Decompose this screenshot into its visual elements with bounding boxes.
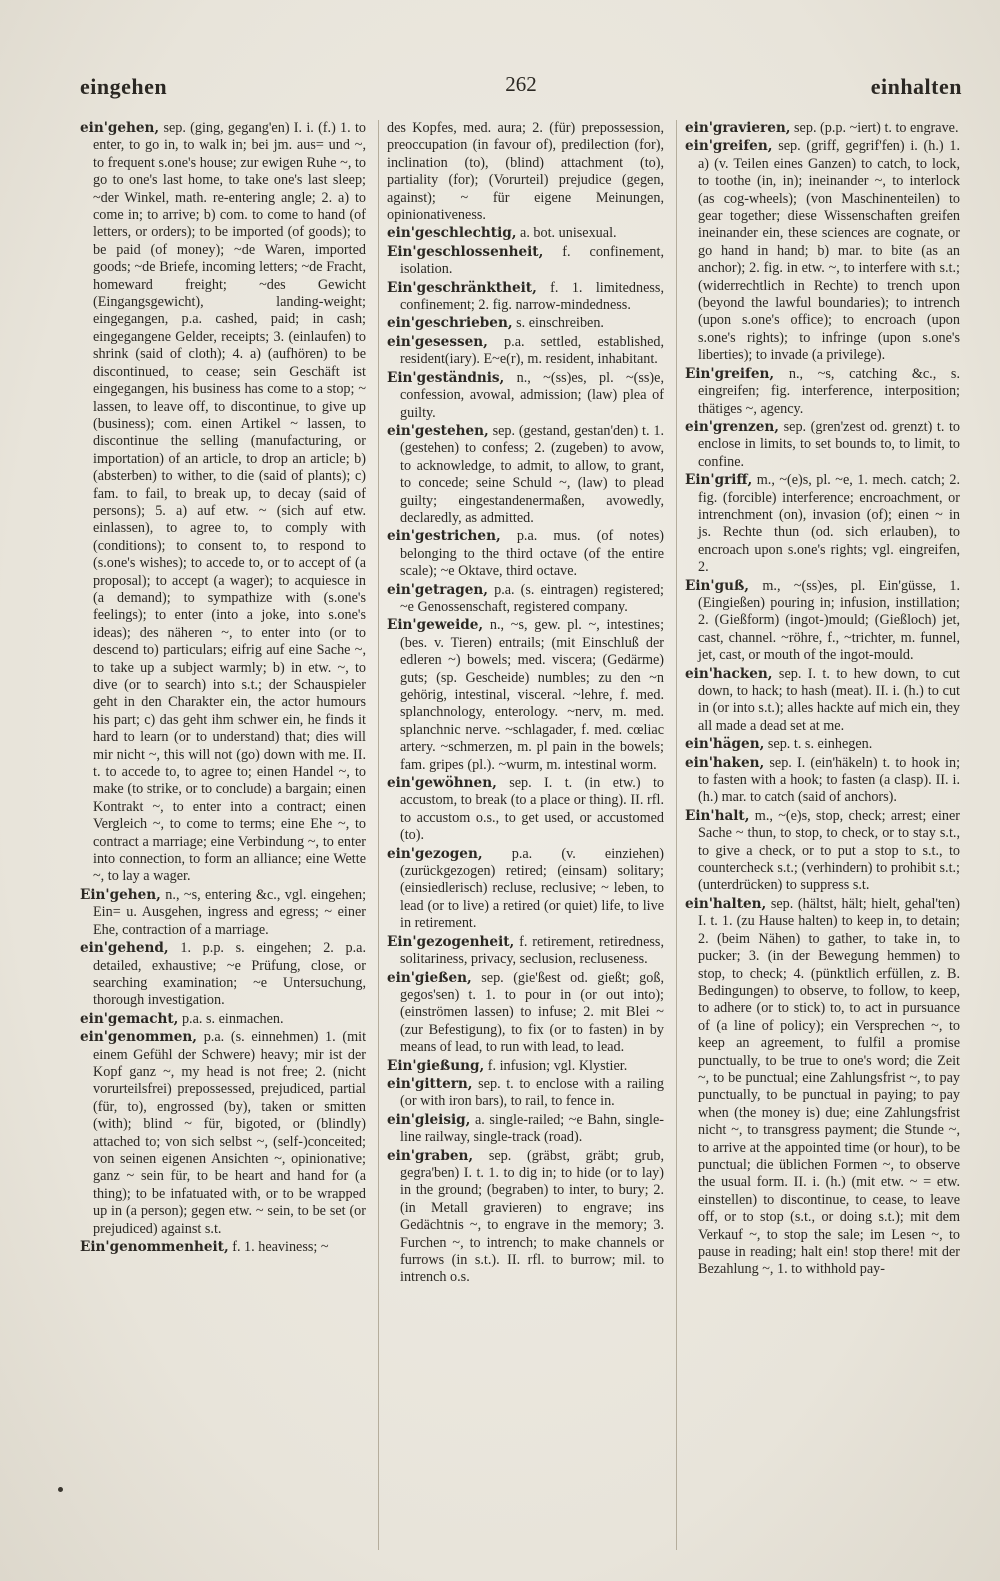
entry-headword: ein'getragen,: [387, 581, 489, 598]
entry-headword: ein'geschlechtig,: [387, 225, 517, 242]
dictionary-entry: [387, 1058, 664, 1075]
dictionary-entry: [387, 617, 664, 774]
dictionary-entry: [387, 970, 664, 1057]
entry-headword: Ein'geschlossenheit,: [387, 243, 544, 260]
dictionary-entry: [685, 808, 960, 895]
dictionary-entry: [387, 334, 664, 369]
entry-definition: sep. (p.p. ~iert) t. to engrave.: [794, 120, 959, 136]
entry-headword: Ein'greifen,: [685, 365, 775, 382]
dictionary-entry: [387, 934, 664, 969]
column-3: [676, 120, 960, 1550]
entry-definition: f. retirement, retiredness, solitariness, privacy, seclusion, recluseness.: [400, 933, 664, 968]
margin-dot: [58, 1487, 63, 1492]
entry-definition: sep. (gräbst, gräbt; grub, gegra'ben) I. t. 1. to dig in; to hide (or to lay) in the ground; (begraben) to inter, to bury; 2. (in Metall gravieren) to engrave; ins Gedächtnis ~, to engrave in the memory; 3. Furchen ~, to intrench; to make channels or furrows (in s.t.). II. rfl. to burrow; mil. to intrench o.s.: [400, 1147, 664, 1286]
dictionary-entry: [387, 225, 664, 242]
entry-definition: 1. p.p. s. eingehen; 2. p.a. detailed, exhaustive; ~e Prüfung, close, or searching examination; ~e Untersuchung, thorough investigation.: [93, 940, 366, 1009]
entry-definition: sep. (ging, gegang'en) I. i. (f.) 1. to enter, to go in, to walk in; bei jm. aus= und ~, to frequent s.one's house; zur ewigen Ruhe ~, to go to one's last home, to take one's last sleep; ~der Winkel, math. re-entering angle; 2. a) to come in; to arrive; b) com. to come to hand (of letters, or orders); to be imported (of goods); to be paid (of money); ~de Waren, imported goods; ~de Briefe, incoming letters; ~de Fracht, homeward freight; ~des Gewicht (Eingangsgewicht), landing-weight; eingegangen, p.a. cashed, paid; in cash; eingegangene Gelder, receipts; 3. (einlaufen) to shrink (said of cloth); 4. a) (aufhören) to be discontinued, to cease; sein Geschäft ist eingegangen, his business has come to a stop; ~ lassen, to leave off, to discontinue, to give up (business); com. einen Artikel ~ lassen, to discontinue the selling (manufacturing, or importation) of an article, to drop an article; b) (absterben) to wither, to die (said of plants); c) fam. to fail, to break up, to decay (said of persons); 5. a) auf etw. ~ (sich auf etw. einlassen), to agree to, to comply with (conditions); to consent to, to respond to (s.one's wishes); to accede to, or to accept of (a proposal); to accept (a wager); to acquiesce in (a demand); to sympathize with (s.one's feelings); to enter (into a joke, into s.one's ideas); des näheren ~, to enter into (or to descend to) particulars; eifrig auf eine Sache ~, to take up a subject warmly; b) in etw. ~, to dive (or to search) into s.t.; der Schauspieler geht in den Charakter ein, the actor humours his part; c) das geht ihm schwer ein, he finds it hard to learn (or to understand) that; dies will mir nicht ~, this will not (go) down with me. II. t. to accede to, to agree to; einen Handel ~, to make (to strike, or to conclude) a bargain; einen Kontrakt ~, to enter into a contract; einen Vergleich ~, to come to terms; eine Ehe ~, to contract a marriage; eine Verbindung ~, to enter into connection, to form an alliance; eine Wette ~, to lay a wager.: [93, 120, 366, 885]
column-1: [80, 120, 366, 1550]
entry-headword: ein'greifen,: [685, 138, 773, 155]
dictionary-entry: [80, 1239, 366, 1256]
dictionary-entry: [387, 280, 664, 315]
entry-headword: Ein'guß,: [685, 577, 750, 594]
entry-headword: ein'hägen,: [685, 736, 765, 753]
entry-definition: sep. (gestand, gestan'den) t. 1. (gestehen) to confess; 2. (zugeben) to avow, to acknowledge, to admit, to allow, to grant, to concede; seine Schuld ~, (law) to plead guilty; eingestandenermaßen, avowedly, declaredly, as admitted.: [400, 422, 664, 526]
entry-definition: f. 1. heaviness; ~: [232, 1239, 329, 1255]
entry-definition: f. confinement, isolation.: [400, 243, 664, 278]
entry-headword: ein'gehen,: [80, 120, 160, 136]
page-header: [80, 74, 962, 108]
entry-headword: ein'gewöhnen,: [387, 775, 497, 792]
dictionary-entry: [685, 419, 960, 471]
dictionary-entry: [685, 896, 960, 1279]
entry-definition: sep. t. s. einhegen.: [767, 736, 873, 753]
entry-headword: ein'gezogen,: [387, 845, 483, 862]
entry-definition: s. einschreiben.: [516, 315, 604, 332]
entry-headword: Ein'halt,: [685, 807, 750, 824]
dictionary-entry: [387, 1112, 664, 1147]
dictionary-entry: [387, 1148, 664, 1287]
entry-definition: sep. I. t. (in etw.) to accustom, to break (to a place or thing). II. rfl. to accustom o.s., to get used, or accustomed (to).: [400, 775, 664, 844]
entry-definition: sep. (gren'zest od. grenzt) t. to enclose in limits, to set bounds to, to limit, to confine.: [698, 418, 960, 470]
entry-definition: m., ~(ss)es, pl. Ein'güsse, 1. (Eingießen) pouring in; infusion, instillation; 2. (Gießform) (ingot-)mould; (Gießloch) jet, cast, channel. ~röhre, f., ~trichter, m. funnel, jet, cast, or mouth of the ingot-mould.: [698, 577, 960, 664]
dictionary-entry: [387, 370, 664, 422]
entry-definition: sep. I. t. to hew down, to cut down, to hack; to hash (meat). II. i. (h.) to cut in (or into s.t.); alles hackte auf mich ein, they all made a dead set at me.: [698, 665, 960, 734]
entry-headword: ein'genommen,: [80, 1029, 197, 1046]
entry-headword: ein'gestehen,: [387, 422, 489, 439]
entry-definition: p.a. (v. einziehen) (zurückgezogen) retired; (einsam) solitary; (einsiedlerisch) recluse, reclusive; ~ leben, to lead (or to live) a retired (or quiet) life, to live in retirement.: [400, 845, 664, 932]
entry-headword: ein'hacken,: [685, 665, 773, 682]
entry-definition: sep. t. to enclose with a railing (or with iron bars), to rail, to fence in.: [400, 1075, 664, 1110]
dictionary-entry: [685, 138, 960, 364]
dictionary-entry: [685, 755, 960, 807]
entry-definition: p.a. (s. eintragen) registered; ~e Genossenschaft, registered company.: [400, 581, 664, 615]
page-number: 262: [505, 72, 537, 96]
dictionary-entry: [685, 666, 960, 736]
entry-definition: sep. I. (ein'häkeln) t. to hook in; to fasten with a hook; to fasten (a clasp). II. i. (h.) mar. to catch (said of anchors).: [698, 754, 960, 806]
entry-headword: ein'graben,: [387, 1147, 474, 1164]
guide-word-right: einhalten: [870, 74, 962, 99]
entry-headword: Ein'geständnis,: [387, 369, 505, 386]
dictionary-entry: [80, 940, 366, 1010]
entry-definition: sep. (gie'ßest od. gießt; goß, gegos'sen) t. 1. to pour in (or out into); (einströmen lassen) to infuse; 2. mit Blei ~ (zur Befestigung), to fix (or to fasten) in by means of lead, to run with lead, to lead.: [400, 969, 664, 1056]
entry-definition: m., ~(e)s, stop, check; arrest; einer Sache ~ thun, to stop, to check, or to stay s.t., to give a check, or to put a stop to s.t., to countercheck s.t.; (verhindern) to prohibit s.t.; (unterdrücken) to suppress s.t.: [698, 807, 960, 894]
dictionary-entry: [685, 472, 960, 576]
dictionary-entry: [387, 315, 664, 332]
entry-headword: Ein'griff,: [685, 472, 753, 489]
dictionary-entry: [387, 244, 664, 279]
dictionary-entry: [387, 582, 664, 617]
entry-definition: a. bot. unisexual.: [520, 225, 617, 242]
entry-definition: n., ~s, entering &c., vgl. eingehen; Ein= u. Ausgehen, ingress and egress; ~ einer Ehe, contraction of a marriage.: [93, 886, 366, 938]
entry-headword: ein'gleisig,: [387, 1111, 471, 1128]
column-2: [378, 120, 664, 1550]
entry-definition: n., ~s, gew. pl. ~, intestines; (bes. v. Tieren) entrails; (mit Einschluß der edleren ~) bowels; med. viscera; (Gedärme) guts; (sp. Gescheide) numbles; zu den ~n gehörig, intestinal, visceral. ~lehre, f. med. splanchnology, enterology. ~nerv, m. med. splanchnic nerve. ~schlagader, f. med. cœliac artery. ~schmerzen, m. pl pain in the bowels; fam. gripes (pl.). ~wurm, m. intestinal worm.: [400, 617, 664, 773]
dictionary-entry: [387, 1076, 664, 1111]
dictionary-entry: [685, 578, 960, 665]
entry-definition: p.a. mus. (of notes) belonging to the third octave (of the entire scale); ~e Oktave, third octave.: [400, 528, 664, 580]
dictionary-columns: [80, 120, 960, 1550]
entry-definition: des Kopfes, med. aura; 2. (für) prepossession, preoccupation (in favour of), predilection (for), inclination (to), (blind) attachment (to), partiality (for); (Vorurteil) prejudice (gegen, against); ~ für eigene Meinungen, opinionativeness.: [387, 120, 664, 224]
entry-headword: ein'gießen,: [387, 969, 472, 986]
entry-headword: Ein'genommenheit,: [80, 1239, 229, 1255]
entry-definition: sep. (hältst, hält; hielt, gehal'ten) I. t. 1. (zu Hause halten) to keep in, to detain; 2. (beim Nähen) to gather, to take in, to pucker; 3. (in der Bewegung hemmen) to stop, to check; 4. (pünktlich erfüllen, z. B. Bedingungen) to observe, to follow, to keep, to adhere (or to stick) to, to act in pursuance of (a line of policy); ein Versprechen ~, to keep an agreement, to fulfil a promise punctually, to be true to one's word; die Zeit ~, to be punctual; eine Zahlungsfrist ~, to pay punctually, to be punctual in paying; to pay when (the money is) due; eine Zahlungsfrist nicht ~, to transgress payment; die Stunde ~, to arrive at the appointed time (or hour), to be punctual; die üblichen Formen ~, to observe the usual form. II. i. (h.) (mit etw. ~ = etw. einstellen) to discontinue, to cease, to leave off, or to stop (s.t., or doing s.t.); mit dem Verkauf ~, to stop the sale; im Lesen ~, to pause in reading; halt ein! stop there! mit der Bezahlung ~, 1. to withhold pay-: [698, 895, 960, 1278]
entry-definition: f. 1. limitedness, confinement; 2. fig. narrow-mindedness.: [400, 279, 664, 314]
entry-definition: p.a. settled, established, resident(iary). E~e(r), m. resident, inhabitant.: [400, 333, 664, 368]
entry-definition: n., ~(ss)es, pl. ~(ss)e, confession, avowal, admission; (law) plea of guilty.: [400, 369, 664, 421]
entry-headword: Ein'geschränktheit,: [387, 279, 537, 296]
entry-headword: ein'gehend,: [80, 940, 169, 957]
entry-definition: n., ~s, catching &c., s. eingreifen; fig. interference, interposition; thätiges ~, agency.: [698, 365, 960, 417]
dictionary-entry: [387, 846, 664, 933]
entry-definition: sep. (griff, gegrif'fen) i. (h.) 1. a) (v. Teilen eines Ganzen) to catch, to lock, to toothe (in, in); ineinander ~, to interlock (as cog-wheels); (von Maschinenteilen) to gear together; diese Wissenschaften greifen ineinander ein, these sciences are cognate, or go hand in hand; b) mar. to bite (as an anchor); 2. fig. in etw. ~, to interfere with s.t.; (widerrechtlich in Rechte) to trench upon (beyond the lawful boundaries); to intrench (upon s.one's office); to encroach (upon s.one's rights); to infringe (upon s.one's liberties); to invade (a privilege).: [698, 138, 960, 364]
entry-headword: ein'halten,: [685, 895, 767, 912]
dictionary-entry: [685, 366, 960, 418]
dictionary-entry: [80, 120, 366, 886]
dictionary-entry: [685, 736, 960, 753]
entry-headword: ein'gestrichen,: [387, 528, 501, 545]
entry-headword: Ein'geweide,: [387, 617, 484, 634]
guide-word-left: eingehen: [80, 74, 168, 99]
entry-definition: f. infusion; vgl. Klystier.: [487, 1057, 628, 1074]
dictionary-entry: [387, 775, 664, 845]
entry-headword: ein'geschrieben,: [387, 315, 513, 332]
entry-definition: a. single-railed; ~e Bahn, single-line railway, single-track (road).: [400, 1111, 664, 1146]
entry-headword: Ein'gezogenheit,: [387, 933, 515, 950]
dictionary-entry: [387, 423, 664, 527]
entry-headword: ein'haken,: [685, 754, 765, 771]
entry-definition: p.a. (s. einnehmen) 1. (mit einem Gefühl der Schwere) heavy; mir ist der Kopf ganz ~, my head is not free; 2. (nicht vorurteilsfrei) prepossessed, prejudiced, partial (für, to), engrossed (by), taken or smitten (with); blind ~ für, bigoted, or (blindly) attached to; von sich selbst ~, (self-)conceited; von seinen eigenen Ansichten ~, opinionative; ganz ~ sein für, to be heart and hand for (a thing); to be infatuated with, or to be wrapped up in (a person); gegen etw. ~ sein, to be set (or prejudiced) against s.t.: [93, 1029, 366, 1237]
entry-headword: Ein'gießung,: [387, 1057, 485, 1074]
entry-definition: m., ~(e)s, pl. ~e, 1. mech. catch; 2. fig. (forcible) interference; encroachment, or intrenchment (on), invasion (of); einen ~ in js. Rechte thun (od. sich erlauben), to encroach upon s.one's rights; vgl. eingreifen, 2.: [698, 472, 960, 576]
entry-headword: ein'gittern,: [387, 1075, 473, 1092]
dictionary-entry: [80, 887, 366, 939]
dictionary-entry: [387, 528, 664, 580]
dictionary-entry: [685, 120, 960, 137]
dictionary-entry: [80, 1011, 366, 1028]
dictionary-entry: [80, 1029, 366, 1238]
entry-headword: Ein'gehen,: [80, 886, 161, 903]
entry-definition: p.a. s. einmachen.: [181, 1010, 284, 1027]
entry-headword: ein'gesessen,: [387, 333, 488, 350]
dictionary-entry: [387, 120, 664, 224]
entry-headword: ein'gemacht,: [80, 1010, 179, 1027]
entry-headword: ein'gravieren,: [685, 120, 791, 136]
entry-headword: ein'grenzen,: [685, 418, 780, 435]
